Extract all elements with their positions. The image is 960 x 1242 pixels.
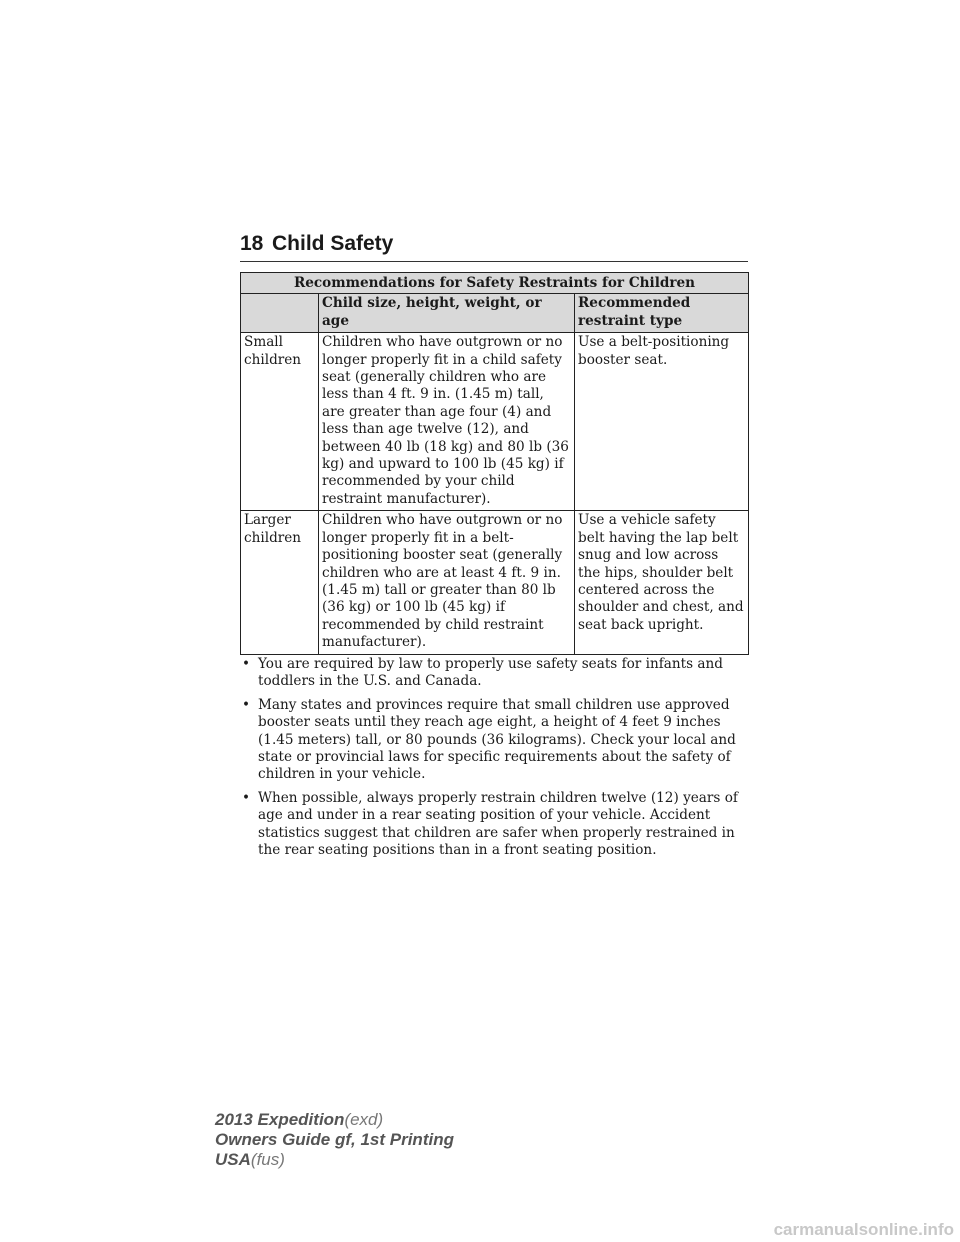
bullet-text: You are required by law to properly use safety seats for infants and toddlers in the U.S. and Canada. [258, 656, 723, 690]
list-item [240, 697, 748, 784]
watermark: carmanualsonline.info [773, 1220, 954, 1239]
row-restraint: Use a belt-positioning booster seat. [575, 333, 749, 511]
print-footer [215, 1110, 454, 1170]
safety-bullet-list [240, 656, 748, 865]
footer-model-code: (exd) [344, 1110, 384, 1129]
restraint-recommendations-table [240, 272, 749, 655]
list-item [240, 790, 748, 860]
column-header-blank [241, 294, 319, 333]
footer-model: 2013 Expedition [215, 1110, 345, 1129]
footer-line-3 [215, 1150, 454, 1170]
bullet-marker: • [242, 656, 251, 672]
table-row [241, 511, 749, 654]
bullet-text: When possible, always properly restrain children twelve (12) years of age and under in a rear seating position of your vehicle. Accident statistics suggest that children are safer when properly restrained in the rear seating positions than in a front seating position. [258, 789, 738, 859]
row-description: Children who have outgrown or no longer properly fit in a belt-positioning booster seat (generally children who are at least 4 ft. 9 in. (1.45 m) tall or greater than 80 lb (36 kg) or 100 lb (45 kg) if recommended by child restraint manufacturer). [319, 511, 575, 654]
footer-line-2 [215, 1130, 454, 1150]
table-row [241, 333, 749, 511]
bullet-text: Many states and provinces require that small children use approved booster seats until they reach age eight, a height of 4 feet 9 inches (1.45 meters) tall, or 80 pounds (36 kilograms). Check your local and state or provincial laws for specific requirements about the safety of children in your vehicle. [258, 696, 736, 783]
table-caption: Recommendations for Safety Restraints for Children [241, 273, 749, 294]
row-description: Children who have outgrown or no longer properly fit in a child safety seat (generally children who are less than 4 ft. 9 in. (1.45 m) tall, are greater than age four (4) and less than age twelve (12), and between 40 lb (18 kg) and 80 lb (36 kg) and upward to 100 lb (45 kg) if recommended by your child restraint manufacturer). [319, 333, 575, 511]
row-restraint: Use a vehicle safety belt having the lap belt snug and low across the hips, shoulder belt centered across the shoulder and chest, and seat back upright. [575, 511, 749, 654]
column-header-child-size: Child size, height, weight, or age [319, 294, 575, 333]
footer-market-code: (fus) [250, 1150, 285, 1169]
row-label-larger-children: Larger children [241, 511, 319, 654]
table-header-row [241, 294, 749, 333]
column-header-restraint-type: Recommended restraint type [575, 294, 749, 333]
footer-market: USA [215, 1150, 251, 1169]
row-label-small-children: Small children [241, 333, 319, 511]
bullet-marker: • [242, 789, 251, 806]
bullet-marker: • [242, 696, 251, 713]
page-number: 18 [240, 232, 264, 255]
footer-line-1 [215, 1110, 454, 1130]
list-item [240, 656, 748, 691]
footer-printing: Owners Guide gf, 1st Printing [215, 1130, 454, 1149]
page-header [240, 228, 748, 262]
section-title: Child Safety [272, 232, 394, 255]
